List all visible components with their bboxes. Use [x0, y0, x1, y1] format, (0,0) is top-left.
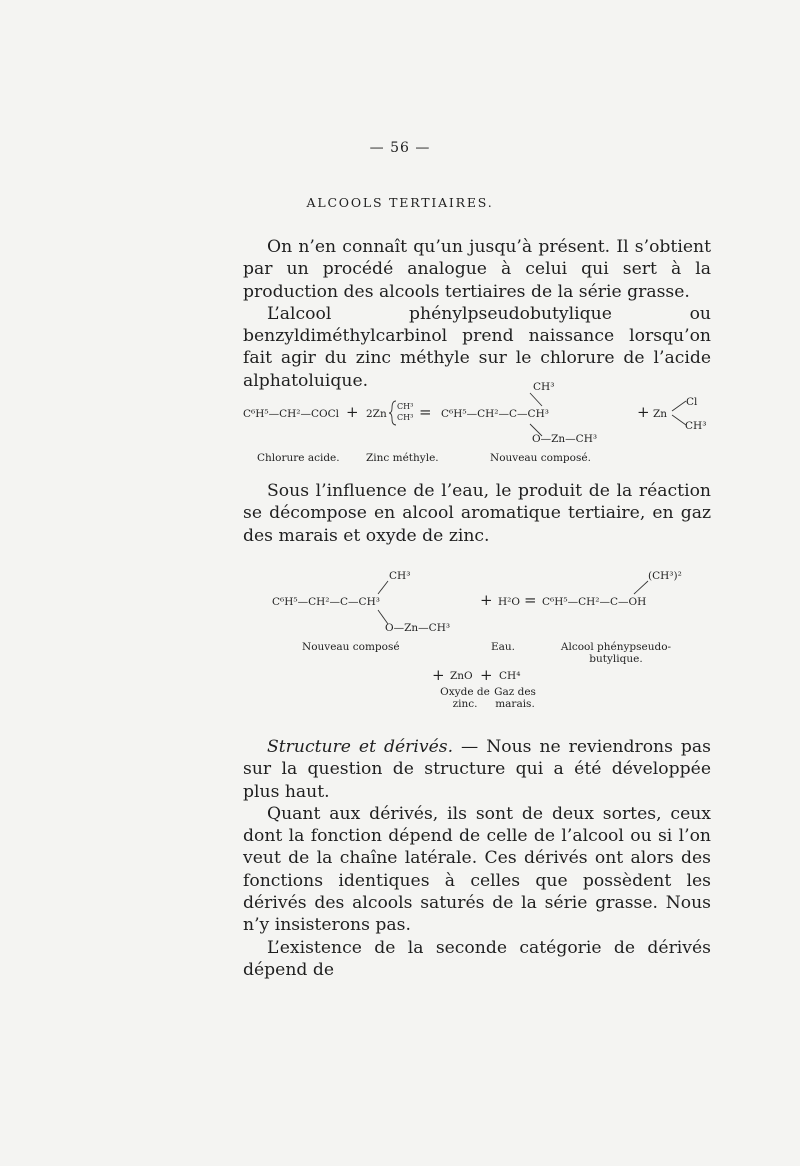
- eq1-byproduct-prefix: Zn: [653, 408, 668, 420]
- eq2-line2-plus2: +: [480, 666, 493, 684]
- eq1-reactant2-top: CH³: [397, 402, 414, 411]
- eq2-caption-eau: Eau.: [491, 641, 516, 653]
- eq2-product-main: C⁶H⁵—CH²—C—OH: [542, 596, 647, 608]
- eq2-reactant-main: C⁶H⁵—CH²—C—CH³: [272, 596, 380, 608]
- eq1-caption-zinc: Zinc méthyle.: [366, 452, 439, 464]
- eq1-caption-chlorure: Chlorure acide.: [257, 452, 340, 464]
- eq1-byproduct-top: Cl: [686, 396, 698, 408]
- eq1-bond-up: [530, 393, 542, 406]
- paragraph-intro: [243, 236, 711, 392]
- running-head: ALCOOLS TERTIAIRES.: [306, 195, 494, 210]
- page-number: — 56 —: [369, 140, 431, 156]
- paragraph-structure: [243, 736, 711, 981]
- eq1-product-top: CH³: [533, 381, 555, 393]
- eq2-caption-oxyde: Oxyde de zinc.: [440, 686, 490, 710]
- eq2-reactant-bottom: O—Zn—CH³: [385, 622, 451, 634]
- eq1-product-bottom: O—Zn—CH³: [532, 433, 598, 445]
- paragraph-line: On n’en connaît qu’un jusqu’à présent. Il s’obtient par un procédé analogue à celui qui sert à la production des alcools tertiaires de la série grasse.: [243, 237, 711, 302]
- paragraph-line: L’existence de la seconde catégorie de dérivés dépend de: [243, 937, 711, 980]
- eq2-caption-alcool: Alcool phénypseudo-butylique.: [560, 641, 672, 665]
- eq2-reactant-top: CH³: [389, 570, 411, 582]
- eq2-line2-plus1: +: [432, 666, 445, 684]
- eq1-product-main: C⁶H⁵—CH²—C—CH³: [441, 408, 549, 420]
- paragraph-line: Sous l’influence de l’eau, le produit de la réaction se décompose en alcool aromatique tertiaire, en gaz des marais et oxyde de zinc.: [243, 481, 711, 546]
- eq2-product-top: (CH³)²: [648, 570, 682, 582]
- paragraph-line: L’alcool phénylpseudobutylique ou benzyldiméthylcarbinol prend naissance lorsqu’on fait agir du zinc méthyle sur le chlorure de l’acide alphatoluique.: [243, 303, 711, 391]
- section-text: — Nous ne reviendrons pas sur la question de structure qui a été développée plus haut.: [243, 737, 711, 802]
- eq2-equals: =: [524, 591, 537, 609]
- paragraph-line: Quant aux dérivés, ils sont de deux sortes, ceux dont la fonction dépend de celle de l’alcool ou si l’on veut de la chaîne latérale. Ces dérivés ont alors des fonctions identiques à celles que possèdent les dérivés des alcools saturés de la série grasse. Nous n’y insisterons pas.: [243, 803, 711, 936]
- eq1-reactant2-bottom: CH³: [397, 413, 414, 422]
- eq2-caption-compose: Nouveau composé: [302, 641, 400, 653]
- eq1-equals: =: [419, 403, 432, 421]
- eq2-caption-gaz: Gaz des marais.: [494, 686, 536, 710]
- eq1-reactant1: C⁶H⁵—CH²—COCl: [243, 408, 340, 420]
- eq1-plus: +: [346, 403, 359, 421]
- eq2-line2-ch4: CH⁴: [499, 670, 521, 682]
- eq2-plus: +: [480, 591, 493, 609]
- eq1-byproduct-bottom: CH³: [685, 420, 707, 432]
- eq1-reactant2-prefix: 2Zn: [366, 408, 387, 420]
- section-title: Structure et dérivés.: [267, 737, 454, 757]
- paragraph-line: [243, 736, 711, 803]
- eq2-line2-zno: ZnO: [450, 670, 473, 682]
- eq1-plus2: +: [637, 403, 650, 421]
- paragraph-water: [243, 480, 711, 547]
- eq2-water: H²O: [498, 596, 520, 608]
- eq1-caption-compose: Nouveau composé.: [490, 452, 591, 464]
